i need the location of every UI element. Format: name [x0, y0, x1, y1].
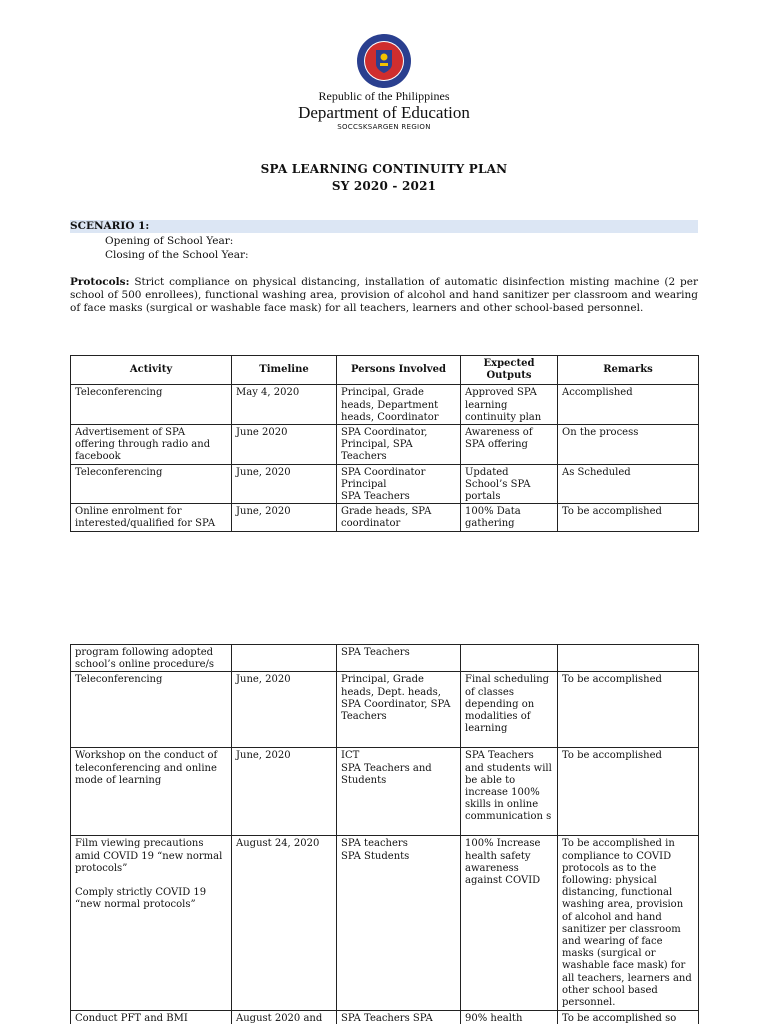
- cell-persons: Principal, Grade heads, Department heads, Coordinator: [337, 385, 461, 425]
- header-expected-outputs: Expected Outputs: [461, 356, 558, 385]
- header-remarks: Remarks: [558, 356, 699, 385]
- cell-timeline: May 4, 2020: [232, 385, 337, 425]
- cell-activity: Workshop on the conduct of teleconferencing and online mode of learning: [71, 748, 232, 836]
- cell-timeline: August 2020 and: [232, 1011, 337, 1024]
- table-row: [71, 1011, 699, 1024]
- cell-activity: program following adopted school’s online procedure/s: [71, 645, 232, 672]
- cell-remarks: To be accomplished so: [558, 1011, 699, 1024]
- cell-persons: Principal, Grade heads, Dept. heads, SPA Coordinator, SPA Teachers: [337, 672, 461, 748]
- cell-remarks: To be accomplished: [558, 504, 699, 532]
- cell-outputs: 100% Increase health safety awareness against COVID: [461, 836, 558, 1011]
- department-name: Department of Education: [298, 103, 470, 122]
- document-title: SPA LEARNING CONTINUITY PLAN: [260, 162, 508, 176]
- cell-timeline: [232, 645, 337, 672]
- cell-persons: ICT SPA Teachers and Students: [337, 748, 461, 836]
- cell-remarks: To be accomplished: [558, 748, 699, 836]
- cell-timeline: June 2020: [232, 425, 337, 465]
- cell-outputs: 90% health: [461, 1011, 558, 1024]
- cell-activity: Teleconferencing: [71, 464, 232, 504]
- cell-persons: Grade heads, SPA coordinator: [337, 504, 461, 532]
- cell-outputs: Final scheduling of classes depending on modalities of learning: [461, 672, 558, 748]
- cell-activity: Advertisement of SPA offering through radio and facebook: [71, 425, 232, 465]
- activity-table-part2: [70, 644, 699, 1024]
- cell-outputs: [461, 645, 558, 672]
- cell-activity: Teleconferencing: [71, 672, 232, 748]
- cell-remarks: As Scheduled: [558, 464, 699, 504]
- cell-persons: SPA Coordinator, Principal, SPA Teachers: [337, 425, 461, 465]
- header-timeline: Timeline: [232, 356, 337, 385]
- cell-remarks: To be accomplished: [558, 672, 699, 748]
- closing-school-year: Closing of the School Year:: [105, 249, 249, 261]
- cell-timeline: June, 2020: [232, 464, 337, 504]
- cell-remarks: On the process: [558, 425, 699, 465]
- republic-line: Republic of the Philippines: [318, 89, 450, 103]
- cell-outputs: Approved SPA learning continuity plan: [461, 385, 558, 425]
- protocols-text: Strict compliance on physical distancing, installation of automatic disinfection misting machine (2 per school of 500 enrollees), functional washing area, provision of alcohol and hand sanitizer per classroom and wearing of face masks (surgical or washable face mask) for all teachers, learners and other school-based personnel.: [70, 276, 698, 315]
- school-year: SY 2020 - 2021: [331, 179, 437, 193]
- header-persons-involved: Persons Involved: [337, 356, 461, 385]
- table-row: [71, 645, 699, 672]
- cell-outputs: 100% Data gathering: [461, 504, 558, 532]
- protocols-label: Protocols:: [70, 276, 130, 288]
- cell-outputs: SPA Teachers and students will be able to increase 100% skills in online communication s: [461, 748, 558, 836]
- table-row: [71, 748, 699, 836]
- scenario-label: SCENARIO 1:: [70, 220, 150, 232]
- cell-persons: SPA Teachers SPA: [337, 1011, 461, 1024]
- cell-activity: Online enrolment for interested/qualified for SPA: [71, 504, 232, 532]
- cell-activity: Conduct PFT and BMI: [71, 1011, 232, 1024]
- header-activity: Activity: [71, 356, 232, 385]
- opening-school-year: Opening of School Year:: [105, 235, 234, 247]
- cell-timeline: August 24, 2020: [232, 836, 337, 1011]
- cell-persons: SPA teachers SPA Students: [337, 836, 461, 1011]
- cell-outputs: Awareness of SPA offering: [461, 425, 558, 465]
- cell-timeline: June, 2020: [232, 672, 337, 748]
- cell-activity: Film viewing precautions amid COVID 19 “new normal protocols” Comply strictly COVID 19 “new normal protocols”: [71, 836, 232, 1011]
- region-name: SOCCSKSARGEN REGION: [337, 123, 431, 131]
- cell-remarks: [558, 645, 699, 672]
- cell-remarks: Accomplished: [558, 385, 699, 425]
- cell-persons: SPA Teachers: [337, 645, 461, 672]
- cell-persons: SPA Coordinator Principal SPA Teachers: [337, 464, 461, 504]
- cell-outputs: Updated School’s SPA portals: [461, 464, 558, 504]
- cell-timeline: June, 2020: [232, 748, 337, 836]
- cell-activity: Teleconferencing: [71, 385, 232, 425]
- cell-remarks: To be accomplished in compliance to COVID protocols as to the following: physical distancing, functional washing area, provision of alcohol and hand sanitizer per classroom and wearing of face masks (surgical or washable face mask) for all teachers, learners and other school based personnel.: [558, 836, 699, 1011]
- table-row: [71, 672, 699, 748]
- table-row: [71, 836, 699, 1011]
- cell-timeline: June, 2020: [232, 504, 337, 532]
